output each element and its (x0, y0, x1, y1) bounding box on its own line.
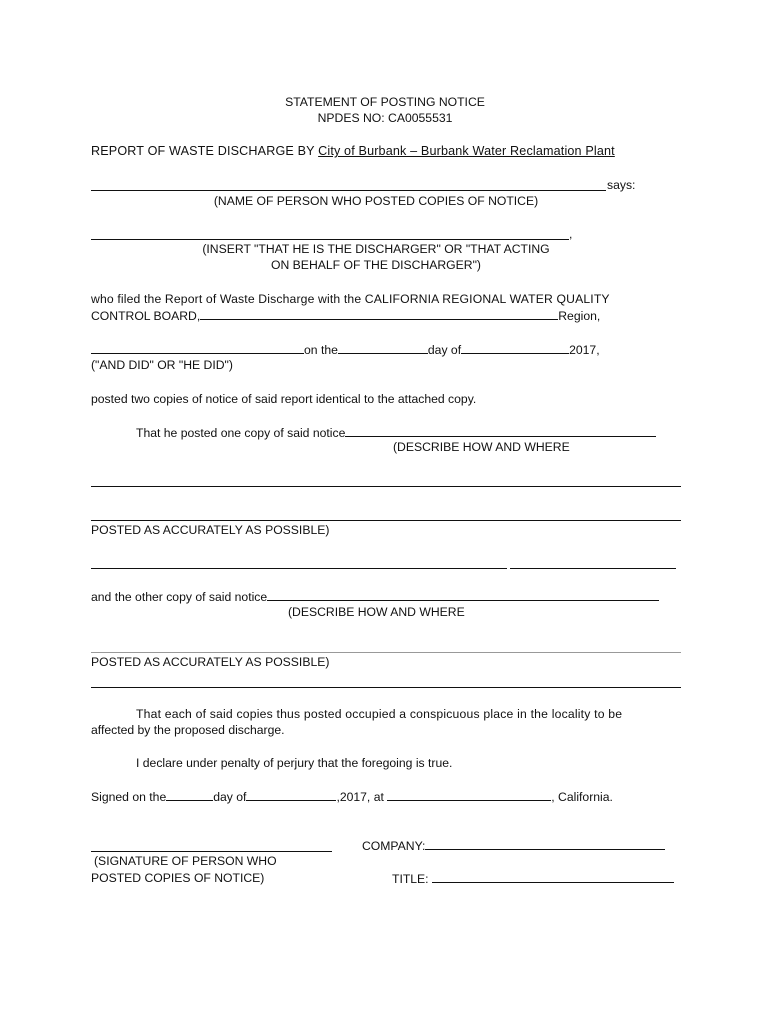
discharger-caption-line1: (INSERT "THAT HE IS THE DISCHARGER" OR "THAT ACTING (202, 242, 550, 256)
conspicuous-line1: That each of said copies thus posted occupied a conspicuous place in the locality to be (136, 707, 623, 721)
discharger-name: City of Burbank – Burbank Water Reclamation Plant (318, 144, 615, 158)
conspicuous-line2: affected by the proposed discharge. (91, 723, 285, 737)
company-label: COMPANY: (362, 839, 426, 853)
second-copy-closing: POSTED AS ACCURATELY AS POSSIBLE) (91, 655, 330, 669)
signature-caption-line1: (SIGNATURE OF PERSON WHO (94, 854, 277, 868)
california-label: , California. (551, 790, 613, 804)
company-blank[interactable] (425, 837, 665, 850)
company-field (362, 837, 665, 855)
signed-day-of-label: day of (213, 790, 247, 804)
name-caption: (NAME OF PERSON WHO POSTED COPIES OF NOTICE) (213, 194, 539, 208)
second-copy-caption: (DESCRIBE HOW AND WHERE (288, 605, 465, 619)
signed-line (91, 788, 613, 806)
signed-location-blank[interactable] (387, 788, 551, 801)
report-line (91, 143, 615, 160)
first-copy-caption: (DESCRIBE HOW AND WHERE (393, 440, 570, 454)
first-copy-extra-line-a[interactable] (91, 568, 507, 569)
control-board-label: CONTROL BOARD, (91, 309, 201, 323)
second-copy-lead: and the other copy of said notice (91, 590, 268, 604)
region-blank[interactable] (200, 307, 558, 320)
npdes-number: NPDES NO: CA0055531 (317, 111, 453, 125)
day-blank[interactable] (338, 341, 428, 354)
on-the-label: on the (304, 343, 338, 357)
first-copy-description-line-1[interactable] (91, 486, 681, 487)
signature-line[interactable] (91, 851, 332, 852)
title-label: TITLE: (392, 872, 432, 886)
signed-on-label: Signed on the (91, 790, 167, 804)
first-copy-lead: That he posted one copy of said notice (136, 426, 346, 440)
year-label: 2017, (569, 343, 600, 357)
says-label: says: (607, 178, 636, 192)
name-of-person-blank[interactable] (91, 190, 606, 191)
and-did-blank[interactable] (91, 341, 304, 354)
and-did-caption: ("AND DID" OR "HE DID") (91, 358, 233, 372)
discharger-statement-blank[interactable] (91, 239, 569, 240)
filed-line1: who filed the Report of Waste Discharge with the CALIFORNIA REGIONAL WATER QUALITY (91, 292, 610, 306)
page-title: STATEMENT OF POSTING NOTICE (285, 95, 485, 109)
region-label: Region, (558, 309, 601, 323)
day-of-label: day of (427, 343, 462, 357)
first-copy-closing: POSTED AS ACCURATELY AS POSSIBLE) (91, 523, 330, 537)
first-copy-description-line-2[interactable] (91, 520, 681, 521)
filed-line2 (91, 307, 600, 325)
title-field (392, 870, 674, 888)
title-blank[interactable] (432, 870, 674, 883)
second-copy-blank[interactable] (267, 588, 659, 601)
month-blank[interactable] (461, 341, 569, 354)
report-line-prefix: REPORT OF WASTE DISCHARGE BY (91, 144, 319, 158)
signed-year-label: ,2017, at (336, 790, 388, 804)
second-copy-extra-line[interactable] (91, 687, 681, 688)
comma-mark: , (569, 227, 573, 241)
signed-month-blank[interactable] (246, 788, 336, 801)
signed-day-blank[interactable] (166, 788, 213, 801)
posted-copies-text: posted two copies of notice of said report identical to the attached copy. (91, 392, 477, 406)
first-copy-extra-line-b[interactable] (510, 568, 676, 569)
signature-caption-line2: POSTED COPIES OF NOTICE) (91, 871, 265, 885)
second-copy-description-line[interactable] (91, 652, 681, 653)
first-copy-blank[interactable] (345, 424, 656, 437)
declaration-text: I declare under penalty of perjury that the foregoing is true. (136, 756, 453, 770)
discharger-caption-line2: ON BEHALF OF THE DISCHARGER") (271, 258, 481, 272)
